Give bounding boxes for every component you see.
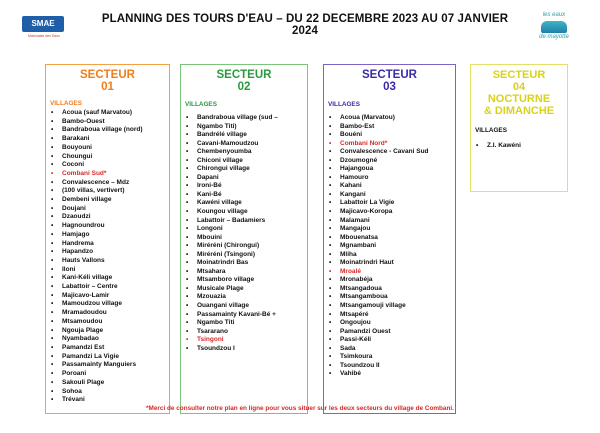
village-list-item: • Bouéni [328,131,455,140]
village-list-item: • Iloni [50,266,169,275]
village-list-item: • Dapani [185,174,307,183]
village-list-item: • Ironi-Bé [185,182,307,191]
village-list-item: • Sakouli Plage [50,379,169,388]
village-list-item: • Sada [328,345,455,354]
village-list-item: • Majicavo-Koropa [328,208,455,217]
village-list-item: • Mtsangamouji village [328,302,455,311]
village-list-item: • Cavani-Mamoudzou [185,140,307,149]
village-list-item: • Choungui [50,153,169,162]
sector-01-heading-line1: SECTEUR [80,69,135,81]
village-list-item: • Barakani [50,135,169,144]
sector-02-heading [181,69,307,93]
village-list-item: • Ouangani village [185,302,307,311]
village-list-item: • Mtsapéré [328,311,455,320]
village-list-item: • Hamouro [328,174,455,183]
village-list-item: • Ongoujou [328,319,455,328]
village-list-item: • Handrema [50,240,169,249]
smae-logo-tagline: Mahoraise des Eaux [28,34,60,38]
village-list-item: • (100 villas, vertivert) [50,187,169,196]
sector-01-heading-line2: 01 [101,81,114,93]
sector-03-heading-line1: SECTEUR [362,69,417,81]
sector-02-heading-line1: SECTEUR [216,69,272,81]
village-list-item: • Convalescence - Cavani Sud [328,148,455,157]
sector-01-villages-label: VILLAGES [50,100,82,107]
village-list-item: • Trévani [50,396,169,405]
village-list-item: • Mroalé [328,268,455,277]
village-list-item: • Mgnambani [328,242,455,251]
sector-04-village-list [471,142,567,151]
village-list-item: • Z.I. Kawéni [475,142,567,151]
village-list-item: • Musicale Plage [185,285,307,294]
village-list-item: • Majicavo-Lamir [50,292,169,301]
village-list-item: • Tsoundzou II [328,362,455,371]
eaux-logo-line2: de mayotte [539,34,569,40]
eaux-logo-line1: les eaux [542,12,566,18]
sector-03-heading [324,69,455,93]
village-list-item: • Koungou village [185,208,307,217]
village-list-item: • Bouyouni [50,144,169,153]
village-list-item: • Dzoumogné [328,157,455,166]
sector-03-villages-label: VILLAGES [328,101,360,108]
sector-04-heading-line3: NOCTURNE [487,93,551,105]
village-list-item: • Mbouini [185,234,307,243]
village-list-item: • Tsoundzou I [185,345,307,354]
village-list-item: • Miréréni (Tsingoni) [185,251,307,260]
village-list-item: • Coconi [50,161,169,170]
village-list-item: • Hapandzo [50,248,169,257]
village-list-item: • Vahibé [328,370,455,379]
page-title: PLANNING DES TOURS D'EAU – DU 22 DECEMBRE 2023 AU 07 JANVIER 2024 [101,13,509,37]
village-list-item: • Mtsangadoua [328,285,455,294]
sector-04-villages-label: VILLAGES [475,127,507,134]
village-list-item: • Sohoa [50,388,169,397]
sector-01-heading [46,69,169,93]
sector-03-village-list [324,114,455,379]
village-list-item: • Poroani [50,370,169,379]
village-list-item: • Labattoir La Vigie [328,199,455,208]
village-list-item: • Labattoir – Badamiers [185,217,307,226]
village-list-item: • Hauts Vallons [50,257,169,266]
sector-02-village-list [181,114,307,353]
sector-04-heading [471,69,567,117]
sector-04-heading-line1: SECTEUR [492,69,546,81]
village-list-item: • Ngambo Titi [185,319,307,328]
sector-02-column [180,64,308,414]
sector-03-heading-line2: 03 [383,81,396,93]
village-list-item: • Malamani [328,217,455,226]
village-list-item: • Mbouenatsa [328,234,455,243]
village-list-item: • Mtsamboro village [185,276,307,285]
sector-04-column [470,64,568,192]
village-list-item: • Mliha [328,251,455,260]
village-list-item: • Ngouja Plage [50,327,169,336]
village-list-item: • Chembenyoumba [185,148,307,157]
village-list-item: • Mronabéja [328,276,455,285]
village-list-item: • Acoua (Marvatou) [328,114,455,123]
village-list-item: • Dzaoudzi [50,213,169,222]
village-list-item: • Nyambadao [50,335,169,344]
village-list-item: • Combani Sud* [50,170,169,179]
smae-logo [22,16,66,38]
village-list-item: • Bambo-Ouest [50,118,169,127]
village-list-item: • Convalescence – Mdz [50,179,169,188]
sector-01-village-list [46,109,169,405]
village-list-item: • Mamoudzou village [50,300,169,309]
village-list-item: • Pamandzi La Vigie [50,353,169,362]
village-list-item: • Mangajou [328,225,455,234]
village-list-item: • Kawéni village [185,199,307,208]
village-list-item: • Mramadoudou [50,309,169,318]
village-list-item: • Mtsamoudou [50,318,169,327]
footnote: *Merci de consulter notre plan en ligne pour vous situer sur les deux secteurs du village de Combani. [146,405,454,412]
village-list-item: • Bambo-Est [328,123,455,132]
village-list-item: • Passi-Kéli [328,336,455,345]
sector-02-villages-label: VILLAGES [185,101,217,108]
village-list-item: • Passamainty Kavani-Bé + [185,311,307,320]
sector-03-column [323,64,456,414]
sector-04-heading-line4: & DIMANCHE [483,105,555,117]
village-list-item: • Bandrélé village [185,131,307,140]
village-list-item: • Tsimkoura [328,353,455,362]
village-list-item: • Ngambo Titi) [185,123,307,132]
village-list-item: • Tsararano [185,328,307,337]
village-list-item: • Mzouazia [185,293,307,302]
village-list-item: • Tsingoni [185,336,307,345]
village-list-item: • Chiconi village [185,157,307,166]
sector-02-heading-line2: 02 [237,81,251,93]
village-list-item: • Labattoir – Centre [50,283,169,292]
village-list-item: • Miréréni (Chirongui) [185,242,307,251]
village-list-item: • Hagnoundrou [50,222,169,231]
sector-04-heading-line2: 04 [512,81,526,93]
village-list-item: • Combani Nord* [328,140,455,149]
village-list-item: • Pamandzi Ouest [328,328,455,337]
village-list-item: • Kani-Bé [185,191,307,200]
village-list-item: • Hamjago [50,231,169,240]
village-list-item: • Moinatrindri Bas [185,259,307,268]
village-list-item: • Hajangoua [328,165,455,174]
sector-01-column [45,64,170,414]
village-list-item: • Bandraboua village (nord) [50,126,169,135]
village-list-item: • Longoni [185,225,307,234]
eaux-de-mayotte-logo [534,12,574,41]
village-list-item: • Chirongui village [185,165,307,174]
village-list-item: • Dembeni village [50,196,169,205]
village-list-item: • Kangani [328,191,455,200]
village-list-item: • Bandraboua village (sud – [185,114,307,123]
village-list-item: • Doujani [50,205,169,214]
village-list-item: • Moinatrindri Haut [328,259,455,268]
wave-icon [541,21,567,33]
smae-logo-name: SMAE [22,16,64,32]
village-list-item: • Kani-Kéli village [50,274,169,283]
village-list-item: • Mtsangamboua [328,293,455,302]
village-list-item: • Passamainty Manguiers [50,361,169,370]
village-list-item: • Acoua (sauf Marvatou) [50,109,169,118]
village-list-item: • Mtsahara [185,268,307,277]
village-list-item: • Kahani [328,182,455,191]
village-list-item: • Pamandzi Est [50,344,169,353]
